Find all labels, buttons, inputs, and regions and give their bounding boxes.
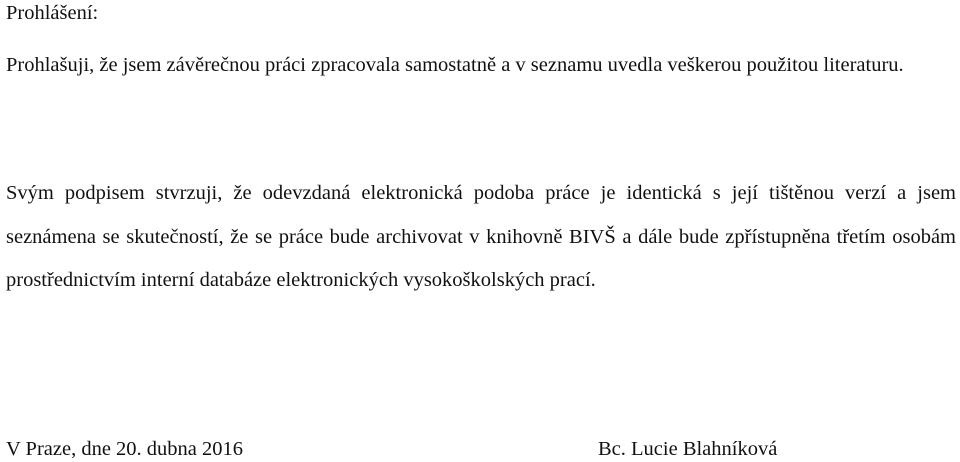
declaration-heading: Prohlášení: — [6, 2, 99, 24]
declaration-paragraph-2: Svým podpisem stvrzuji, že odevzdaná elektronická podoba práce je identická s její tištěnou verzí a jsem seznámena se skutečností, že se práce bude archivovat v knihovně BIVŠ a dále bude zpřístupněna třetím osobám prostřednictvím interní databáze elektronických vysokoškolských prací. — [6, 182, 956, 291]
declaration-paragraph-1: Prohlašuji, že jsem závěrečnou práci zpracovala samostatně a v seznamu uvedla veškerou použitou literaturu. — [6, 54, 904, 76]
place-and-date: V Praze, dne 20. dubna 2016 — [6, 438, 244, 460]
author-name: Bc. Lucie Blahníková — [598, 438, 778, 460]
